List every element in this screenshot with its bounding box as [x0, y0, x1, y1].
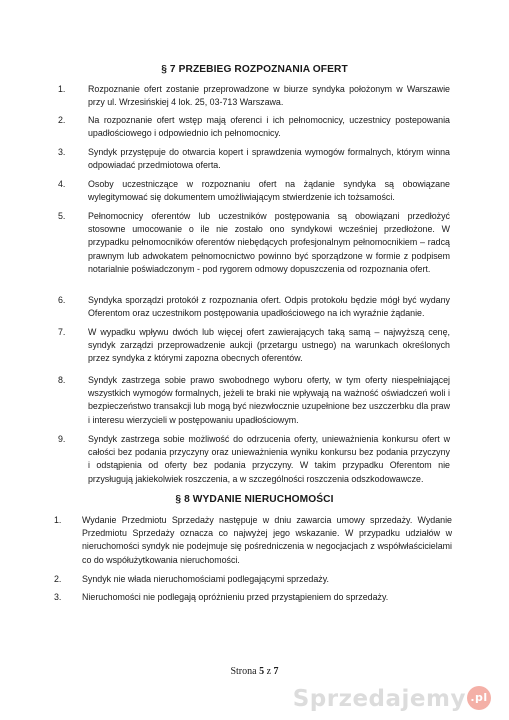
item-text: Nieruchomości nie podlegają opróżnieniu przed przystąpieniem do sprzedaży. [82, 592, 389, 602]
item-number: 2. [58, 115, 66, 125]
watermark-badge: .pl [467, 686, 491, 710]
section-7-item-7 [60, 326, 450, 366]
item-text: Syndyk zastrzega sobie prawo swobodnego wyboru oferty, w tym oferty niespełniającej wszystkich wymogów formalnych, jeżeli te braki nie wpływają na ważność oświadczeń woli i bezpieczeństwo transakcji lub mogą być niezwłocznie uzupełnione bez uszczerbku dla praw i interesu wierzycieli w postępowaniu upadłościowym. [88, 375, 450, 425]
item-number: 1. [58, 84, 66, 94]
item-number: 9. [58, 434, 66, 444]
section-7-item-3 [60, 146, 450, 172]
section-7-item-1 [60, 83, 450, 109]
section-7-item-9 [60, 433, 450, 486]
item-text: Na rozpoznanie ofert wstęp mają oferenci i ich pełnomocnicy, uczestnicy postepowania upadłościowego i odpowiednio ich pełnomocnicy. [88, 115, 450, 139]
item-number: 3. [58, 147, 66, 157]
item-number: 4. [58, 179, 66, 189]
item-text: Wydanie Przedmiotu Sprzedaży następuje w dniu zawarcia umowy sprzedaży. Wydanie Przedmiotu Sprzedaży oznacza co najwyżej jego wskazanie. W przypadku udziałów w nieruchomości syndyk nie podejmuje się pośredniczenia w negocjacjach z współwłaścicielami co do współużytkowania nieruchomości. [82, 515, 452, 565]
item-text: W wypadku wpływu dwóch lub więcej ofert zawierających taką samą – najwyższą cenę, syndyk zarządzi przeprowadzenie aukcji (przetargu ustnego) na warunkach określonych przez syndyka z którymi zapozna obecnych oferentów. [88, 327, 450, 364]
item-number: 1. [54, 515, 62, 525]
footer-prefix: Strona [230, 666, 257, 677]
page-footer [0, 666, 509, 677]
item-text: Syndyk nie włada nieruchomościami podlegającymi sprzedaży. [82, 574, 329, 584]
item-number: 2. [54, 574, 62, 584]
item-text: Osoby uczestniczące w rozpoznaniu ofert na żądanie syndyka są obowiązane wylegitymować się dokumentem umożliwiającym stwierdzenie ich tożsamości. [88, 179, 450, 203]
section-8-item-1 [56, 514, 452, 567]
footer-page-total: 7 [273, 666, 279, 677]
section-8-item-2 [56, 573, 452, 586]
item-number: 8. [58, 375, 66, 385]
footer-separator: z [266, 666, 272, 677]
section-7-item-5 [60, 210, 450, 276]
item-number: 7. [58, 327, 66, 337]
section-7-item-4 [60, 178, 450, 204]
section-7-item-6 [60, 294, 450, 320]
item-text: Syndyk zastrzega sobie możliwość do odrzucenia oferty, unieważnienia konkursu ofert w całości bez podania przyczyny oraz unieważnienia wyniku konkursu bez podania przyczyny i odstąpienia od oferty bez podania przyczyny. W takim przypadku Oferentom nie przysługują jakiekolwiek roszczenia, a w szczególności roszczenia odszkodowawcze. [88, 434, 450, 484]
watermark-text: Sprzedajemy [292, 686, 466, 712]
item-number: 3. [54, 592, 62, 602]
section-7-title: § 7 PRZEBIEG ROZPOZNANIA OFERT [161, 64, 348, 75]
section-7-item-8 [60, 374, 450, 427]
section-8-item-3 [56, 591, 452, 604]
item-number: 5. [58, 211, 66, 221]
footer-page-number: 5 [259, 666, 265, 677]
section-7-item-2 [60, 114, 450, 140]
item-number: 6. [58, 295, 66, 305]
item-text: Syndyka sporządzi protokół z rozpoznania ofert. Odpis protokołu będzie mógł być wydany Oferentom oraz uczestnikom postępowania upadłościowego na ich wyraźnie żądanie. [88, 295, 450, 319]
item-text: Rozpoznanie ofert zostanie przeprowadzone w biurze syndyka położonym w Warszawie przy ul. Wrzesińskiej 4 lok. 25, 03-713 Warszawa. [88, 84, 450, 108]
item-text: Syndyk przystępuje do otwarcia kopert i sprawdzenia wymogów formalnych, którym winna odpowiadać przedmiotowa oferta. [88, 147, 450, 171]
section-8-title: § 8 WYDANIE NIERUCHOMOŚCI [175, 494, 334, 505]
watermark-logo [293, 686, 491, 712]
item-text: Pełnomocnicy oferentów lub uczestników postępowania są obowiązani przedłożyć stosowne umocowanie o ile nie zostało ono syndykowi wcześniej przedłożone. W przypadku pełnomocników oferentów niebędących profesjonalnym pełnomocnikiem – radcą prawnym lub adwokatem pełnomocnictwo powinno być sporządzone w formie z podpisem notarialnie poświadczonym - pod rygorem odmowy dopuszczenia od rozpoznania ofert. [88, 211, 450, 274]
